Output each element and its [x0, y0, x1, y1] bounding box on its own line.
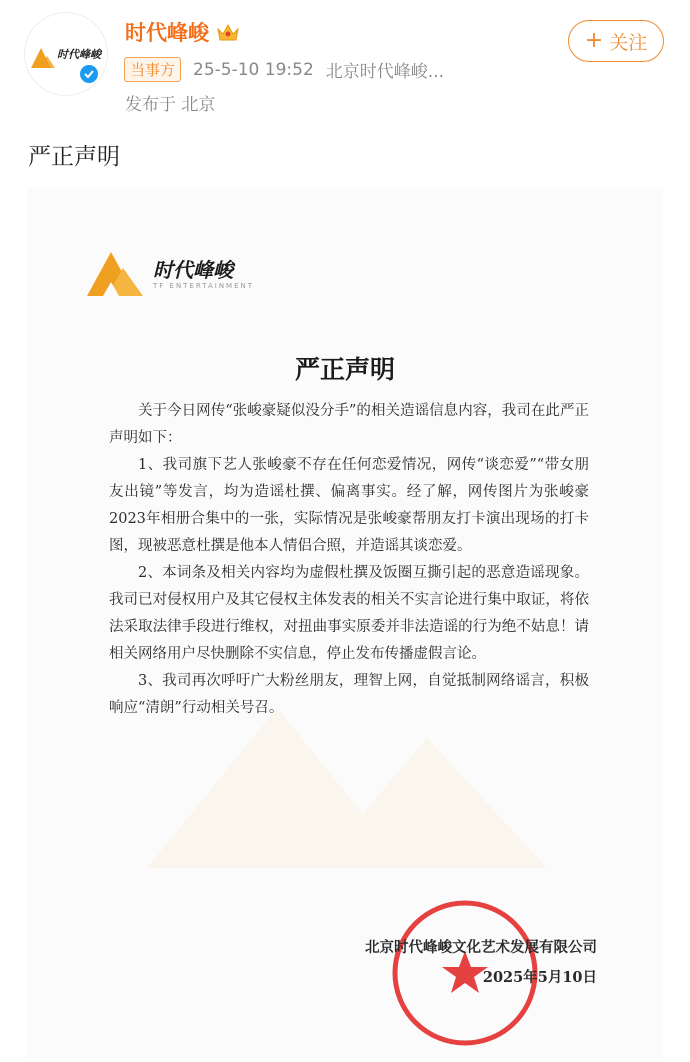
statement-image[interactable] — [27, 188, 663, 1058]
statement-date: 2025年5月10日 — [482, 969, 597, 986]
logo-brand-text: 时代峰峻 — [153, 258, 233, 282]
logo-mountain-icon — [87, 246, 151, 298]
logo-sub-text: TF ENTERTAINMENT — [153, 282, 255, 290]
statement-body — [109, 398, 589, 722]
verified-icon — [78, 63, 100, 85]
statement-title: 严正声明 — [294, 355, 395, 384]
crown-icon — [215, 21, 241, 43]
account-name[interactable] — [125, 17, 241, 47]
watermark-logo — [147, 698, 567, 868]
party-badge: 当事方 — [124, 57, 181, 82]
post-title: 严正声明 — [28, 144, 120, 170]
statement-intro: 关于今日网传“张峻豪疑似没分手”的相关造谣信息内容，我司在此严正声明如下： — [109, 403, 589, 446]
company-name: 北京时代峰峻文化艺术发展有限公司 — [365, 939, 597, 956]
avatar-logo-text: 时代峰峻 — [57, 48, 101, 61]
follow-button[interactable] — [568, 20, 664, 62]
follow-label: 关注 — [609, 31, 648, 54]
account-name-text[interactable]: 时代峰峻 — [125, 21, 209, 45]
statement-point-2: 2、本词条及相关内容均为虚假杜撰及饭圈互撕引起的恶意造谣现象。我司已对侵权用户及其它侵权主体发表的相关不实言论进行集中取证，将依法采取法律手段进行维权，对扭曲事实原委并非法造谣的行为绝不姑息！请相关网络用户尽快删除不实信息，停止发布传播虚假言论。 — [109, 565, 589, 662]
company-logo — [87, 246, 255, 302]
post-meta — [124, 57, 444, 82]
statement-point-3: 3、我司再次呼吁广大粉丝朋友，理智上网，自觉抵制网络谣言，积极响应“清朗”行动相关号召。 — [109, 673, 589, 716]
post-source[interactable]: 北京时代峰峻... — [325, 62, 444, 82]
plus-icon: + — [584, 28, 604, 53]
post-timestamp: 25-5-10 19:52 — [193, 59, 314, 80]
avatar[interactable] — [24, 12, 108, 96]
statement-point-1: 1、我司旗下艺人张峻豪不存在任何恋爱情况，网传“谈恋爱”“带女朋友出镜”等发言，均为造谣杜撰、偏离事实。经了解，网传图片为张峻豪2023年相册合集中的一张，实际情况是张峻豪帮朋友打卡演出现场的打卡图，现被恶意杜撰是他本人情侣合照，并造谣其谈恋爱。 — [109, 457, 589, 554]
statement-signature — [365, 933, 597, 993]
post-location: 发布于 北京 — [125, 95, 216, 115]
